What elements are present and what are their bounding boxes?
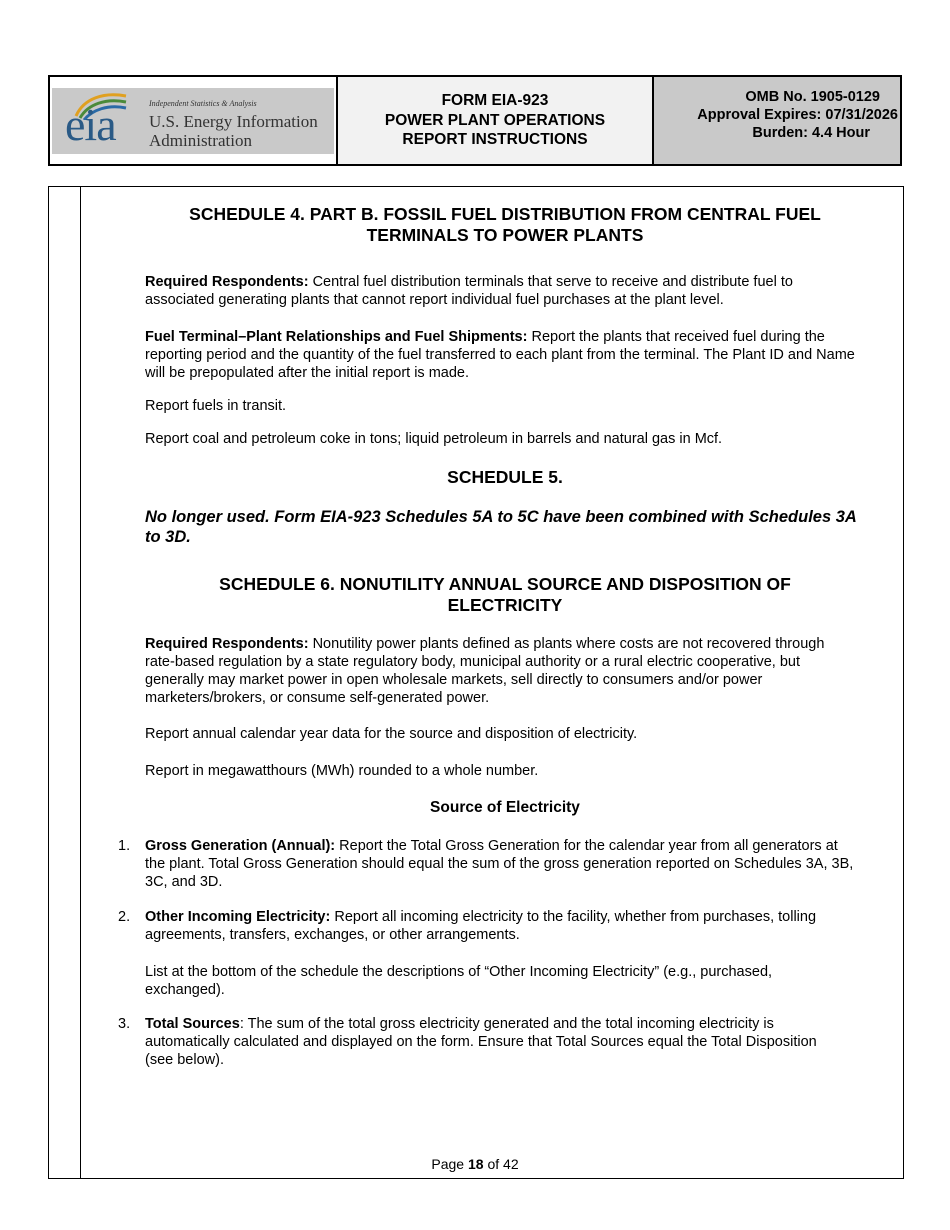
s4b-transit: Report fuels in transit.: [145, 398, 287, 414]
form-number: FORM EIA-923: [441, 92, 549, 110]
s4b-relationships: [145, 328, 855, 382]
item-1-label: Gross Generation (Annual):: [145, 838, 336, 854]
s4b-units: Report coal and petroleum coke in tons; liquid petroleum in barrels and natural gas in Mcf.: [145, 431, 723, 447]
form-subtitle: REPORT INSTRUCTIONS: [402, 131, 588, 149]
item-3-number: 3.: [118, 1016, 131, 1032]
current-page: 18: [467, 1156, 484, 1172]
schedule-6-title-line2: ELECTRICITY: [447, 595, 563, 615]
page-word: Page: [431, 1156, 465, 1172]
schedule-4b-title: [145, 204, 865, 246]
s4b-rel-label: Fuel Terminal–Plant Relationships and Fuel Shipments:: [145, 329, 528, 345]
logo-mark: eia: [65, 99, 116, 150]
of-word: of: [487, 1156, 500, 1172]
s4b-req-label: Required Respondents:: [145, 274, 309, 290]
logo-tagline: Independent Statistics & Analysis: [149, 99, 257, 108]
item-3-body: : The sum of the total gross electricity generated and the total incoming electricity is automatically calculated and displayed on the form. Ensure that Total Sources equal the Total Disposition (see below).: [145, 1016, 817, 1068]
omb-cell: [654, 77, 900, 164]
item-1-body: Report the Total Gross Generation for the calendar year from all generators at the plant. Total Gross Generation should equal the sum of the gross generation reported on Schedules 3A, 3B, 3C, and 3D.: [145, 838, 854, 890]
item-2-number: 2.: [118, 909, 131, 925]
schedule-5-title: SCHEDULE 5.: [447, 467, 563, 487]
item-2-label: Other Incoming Electricity:: [145, 909, 331, 925]
schedule-6-title: [145, 574, 865, 616]
header-logo-cell: [50, 77, 338, 164]
s6-req-label: Required Respondents:: [145, 636, 309, 652]
item-2-extra: List at the bottom of the schedule the descriptions of “Other Incoming Electricity” (e.g., purchased, exchanged).: [145, 964, 773, 998]
logo-name: [149, 112, 318, 150]
omb-number: OMB No. 1905-0129: [745, 89, 880, 105]
schedule-5-note: No longer used. Form EIA-923 Schedules 5A to 5C have been combined with Schedules 3A to 3D.: [145, 508, 857, 546]
item-2-body: Report all incoming electricity to the facility, whether from purchases, tolling agreements, transfers, exchanges, or other arrangements.: [145, 909, 817, 943]
s6-annual: Report annual calendar year data for the source and disposition of electricity.: [145, 726, 638, 742]
item-1-text: [145, 837, 855, 891]
logo-name-line1: U.S. Energy Information: [149, 112, 318, 131]
item-2-text: [145, 908, 855, 944]
form-name: POWER PLANT OPERATIONS: [384, 111, 606, 129]
form-title-cell: [338, 77, 654, 164]
s6-req-text: Nonutility power plants defined as plants where costs are not recovered through rate-based regulation by a state regulatory body, municipal authority or a rural electric cooperative, but generally may market power in open wholesale markets, sell directly to consumers and/or power marketers/brokers, or consume self-generated power.: [145, 636, 825, 706]
logo-name-line2: Administration: [149, 131, 252, 150]
burden: Burden: 4.4 Hour: [752, 125, 870, 141]
s6-required-respondents: [145, 635, 825, 707]
eia-logo: [52, 88, 334, 154]
page-number: [0, 1156, 950, 1172]
s4b-rel-text: Report the plants that received fuel during the reporting period and the quantity of the fuel transferred to each plant from the terminal. The Plant ID and Name will be prepopulated after the initial report is made.: [145, 329, 855, 381]
schedule-4b-title-line2: TERMINALS TO POWER PLANTS: [366, 225, 644, 245]
schedule-6-title-line1: SCHEDULE 6. NONUTILITY ANNUAL SOURCE AND DISPOSITION OF: [219, 574, 791, 594]
s4b-req-text: Central fuel distribution terminals that serve to receive and distribute fuel to associated generating plants that cannot report individual fuel purchases at the plant level.: [145, 274, 793, 308]
total-pages: 42: [503, 1156, 519, 1172]
margin-rule: [80, 187, 81, 1178]
s6-mwh: Report in megawatthours (MWh) rounded to a whole number.: [145, 763, 539, 779]
item-3-label: Total Sources: [145, 1016, 240, 1032]
approval-expires: Approval Expires: 07/31/2026: [697, 107, 898, 123]
item-1-number: 1.: [118, 838, 131, 854]
schedule-4b-title-line1: SCHEDULE 4. PART B. FOSSIL FUEL DISTRIBUTION FROM CENTRAL FUEL: [189, 204, 821, 224]
item-3-text: [145, 1015, 825, 1069]
s4b-required-respondents: [145, 273, 855, 309]
form-header: [48, 75, 902, 166]
source-heading: Source of Electricity: [430, 799, 580, 816]
